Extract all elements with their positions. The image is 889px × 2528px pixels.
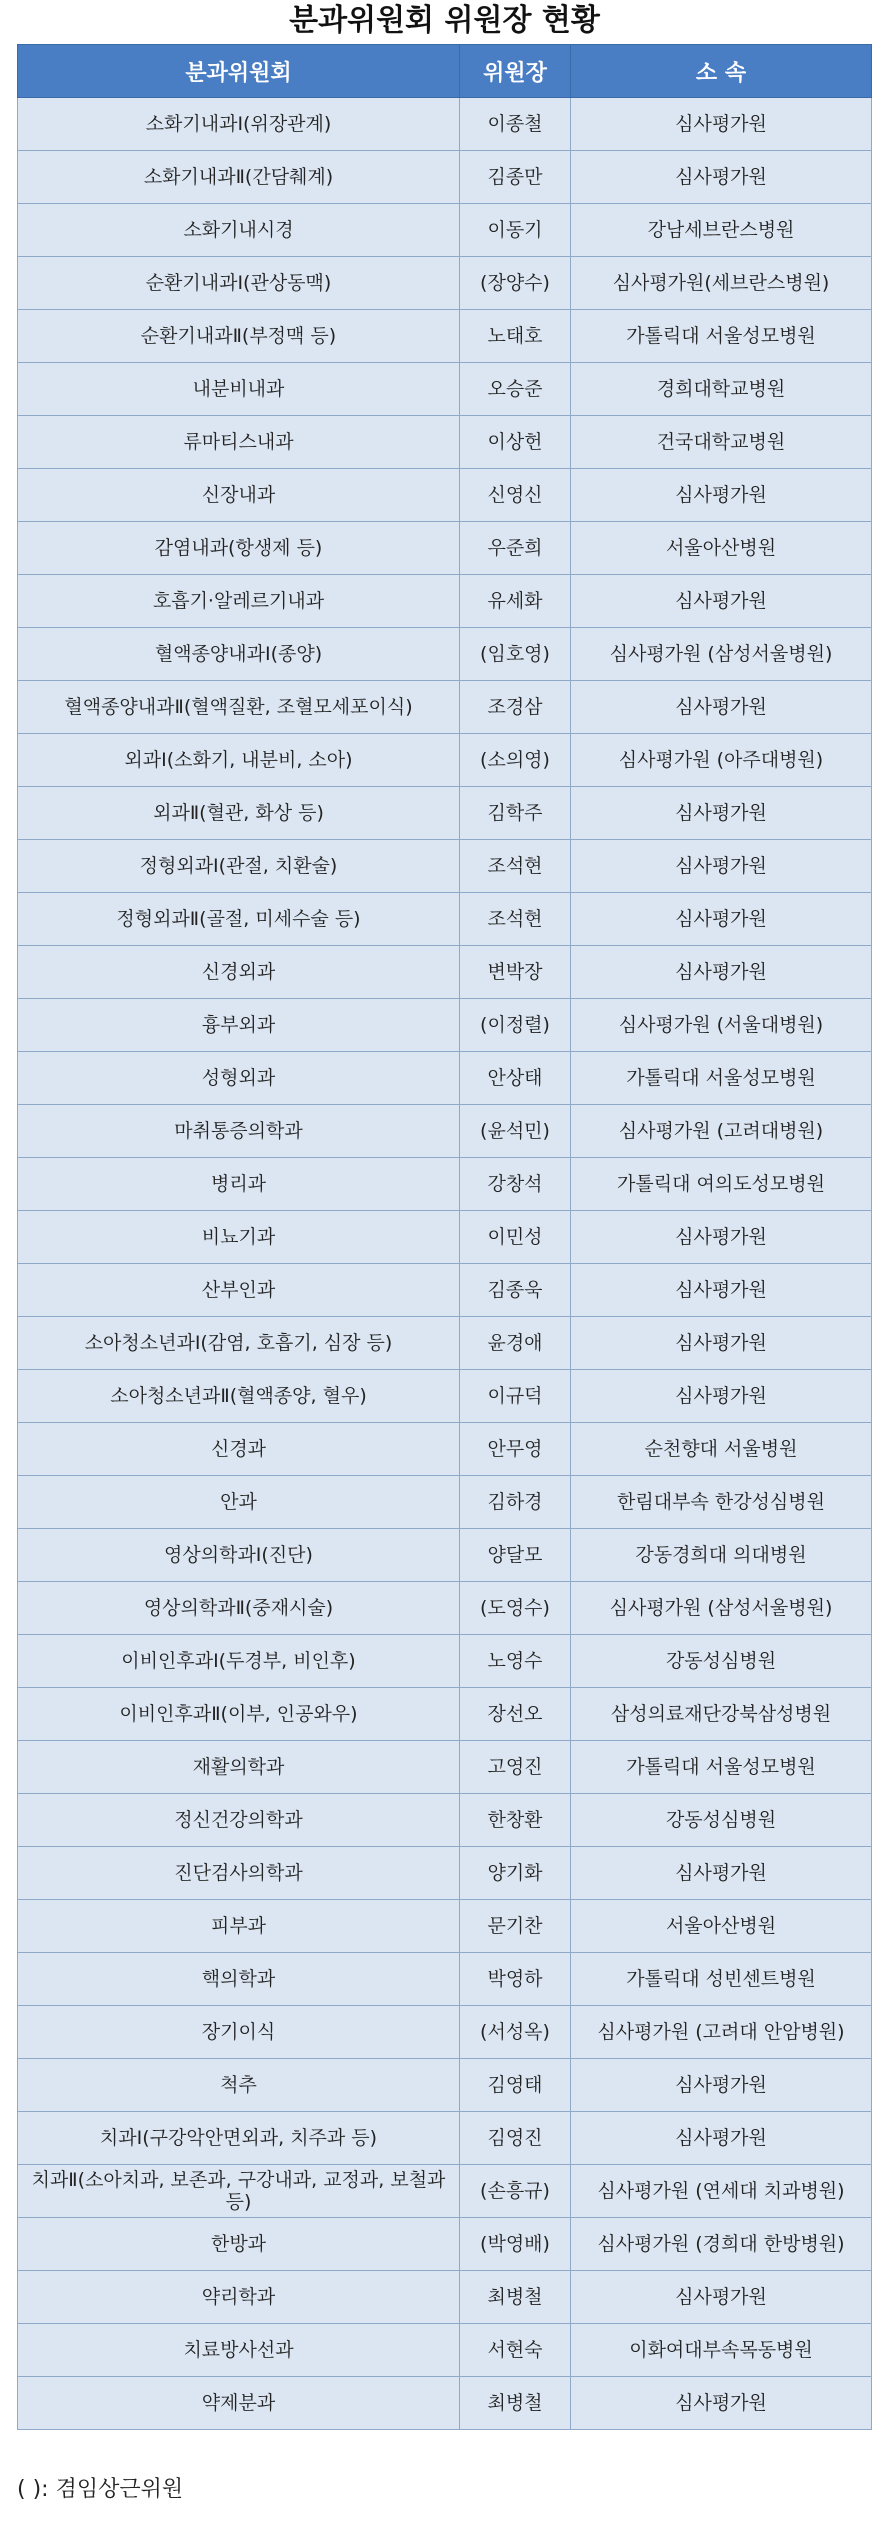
- chair-cell: 김하경: [460, 1476, 571, 1529]
- chair-cell: 조석현: [460, 893, 571, 946]
- affiliation-cell: 순천향대 서울병원: [571, 1423, 872, 1476]
- chair-cell: 이종철: [460, 98, 571, 151]
- committee-cell: 정형외과Ⅱ(골절, 미세수술 등): [18, 893, 460, 946]
- committee-cell: 산부인과: [18, 1264, 460, 1317]
- table-row: [18, 310, 872, 363]
- committee-cell: 호흡기·알레르기내과: [18, 575, 460, 628]
- affiliation-cell: 심사평가원: [571, 946, 872, 999]
- chair-cell: (이정렬): [460, 999, 571, 1052]
- committee-cell: 소화기내시경: [18, 204, 460, 257]
- chair-cell: 양기화: [460, 1847, 571, 1900]
- affiliation-cell: 강남세브란스병원: [571, 204, 872, 257]
- table-row: [18, 257, 872, 310]
- chair-cell: 고영진: [460, 1741, 571, 1794]
- table-row: [18, 787, 872, 840]
- affiliation-cell: 심사평가원: [571, 2271, 872, 2324]
- affiliation-cell: 심사평가원: [571, 1847, 872, 1900]
- committee-cell: 혈액종양내과Ⅱ(혈액질환, 조혈모세포이식): [18, 681, 460, 734]
- table-row: [18, 999, 872, 1052]
- chair-cell: 노태호: [460, 310, 571, 363]
- chair-cell: (소의영): [460, 734, 571, 787]
- committee-cell: 치료방사선과: [18, 2324, 460, 2377]
- affiliation-cell: 서울아산병원: [571, 1900, 872, 1953]
- table-row: [18, 1317, 872, 1370]
- chair-cell: 이규덕: [460, 1370, 571, 1423]
- affiliation-cell: 심사평가원 (아주대병원): [571, 734, 872, 787]
- affiliation-cell: 심사평가원 (경희대 한방병원): [571, 2218, 872, 2271]
- table-row: [18, 2324, 872, 2377]
- table-row: [18, 681, 872, 734]
- table-row: [18, 1105, 872, 1158]
- committee-chairs-table: [17, 44, 872, 2430]
- table-row: [18, 2377, 872, 2430]
- affiliation-cell: 심사평가원: [571, 681, 872, 734]
- committee-cell: 소화기내과Ⅰ(위장관계): [18, 98, 460, 151]
- committee-cell: 신장내과: [18, 469, 460, 522]
- affiliation-cell: 심사평가원: [571, 893, 872, 946]
- affiliation-cell: 가톨릭대 성빈센트병원: [571, 1953, 872, 2006]
- chair-cell: 김영진: [460, 2112, 571, 2165]
- chair-cell: 윤경애: [460, 1317, 571, 1370]
- committee-cell: 피부과: [18, 1900, 460, 1953]
- committee-cell: 소아청소년과Ⅰ(감염, 호흡기, 심장 등): [18, 1317, 460, 1370]
- committee-cell: 영상의학과Ⅰ(진단): [18, 1529, 460, 1582]
- affiliation-cell: 심사평가원: [571, 2059, 872, 2112]
- affiliation-cell: 심사평가원 (고려대병원): [571, 1105, 872, 1158]
- affiliation-cell: 가톨릭대 서울성모병원: [571, 310, 872, 363]
- page-title: 분과위원회 위원장 현황: [289, 3, 600, 38]
- chair-cell: (서성옥): [460, 2006, 571, 2059]
- table-row: [18, 1900, 872, 1953]
- chair-cell: 안상태: [460, 1052, 571, 1105]
- chair-cell: 김종만: [460, 151, 571, 204]
- chair-cell: 양달모: [460, 1529, 571, 1582]
- table-row: [18, 98, 872, 151]
- affiliation-cell: 심사평가원: [571, 1264, 872, 1317]
- affiliation-cell: 심사평가원(세브란스병원): [571, 257, 872, 310]
- committee-cell: 핵의학과: [18, 1953, 460, 2006]
- chair-cell: 이동기: [460, 204, 571, 257]
- committee-cell: 소아청소년과Ⅱ(혈액종양, 혈우): [18, 1370, 460, 1423]
- affiliation-cell: 심사평가원: [571, 1317, 872, 1370]
- chair-cell: 장선오: [460, 1688, 571, 1741]
- table-row: [18, 1635, 872, 1688]
- affiliation-cell: 이화여대부속목동병원: [571, 2324, 872, 2377]
- committee-cell: 외과Ⅰ(소화기, 내분비, 소아): [18, 734, 460, 787]
- committee-cell: 장기이식: [18, 2006, 460, 2059]
- table-row: [18, 1582, 872, 1635]
- affiliation-cell: 심사평가원 (서울대병원): [571, 999, 872, 1052]
- committee-cell: 안과: [18, 1476, 460, 1529]
- chair-cell: 김학주: [460, 787, 571, 840]
- affiliation-cell: 건국대학교병원: [571, 416, 872, 469]
- chair-cell: 신영신: [460, 469, 571, 522]
- committee-cell: 내분비내과: [18, 363, 460, 416]
- table-row: [18, 469, 872, 522]
- table-row: [18, 2006, 872, 2059]
- table-row: [18, 2059, 872, 2112]
- committee-cell: 성형외과: [18, 1052, 460, 1105]
- affiliation-cell: 가톨릭대 여의도성모병원: [571, 1158, 872, 1211]
- committee-cell: 순환기내과Ⅱ(부정맥 등): [18, 310, 460, 363]
- table-row: [18, 1158, 872, 1211]
- affiliation-cell: 심사평가원 (삼성서울병원): [571, 628, 872, 681]
- chair-cell: 조경삼: [460, 681, 571, 734]
- affiliation-cell: 심사평가원: [571, 1211, 872, 1264]
- table-row: [18, 522, 872, 575]
- table-row: [18, 946, 872, 999]
- table-row: [18, 2112, 872, 2165]
- committee-cell: 마취통증의학과: [18, 1105, 460, 1158]
- committee-cell: 류마티스내과: [18, 416, 460, 469]
- chair-cell: (임호영): [460, 628, 571, 681]
- table-row: [18, 2271, 872, 2324]
- committee-cell: 비뇨기과: [18, 1211, 460, 1264]
- affiliation-cell: 심사평가원 (연세대 치과병원): [571, 2165, 872, 2218]
- table-row: [18, 1264, 872, 1317]
- table-row: [18, 840, 872, 893]
- table-row: [18, 734, 872, 787]
- chair-cell: (장양수): [460, 257, 571, 310]
- committee-cell: 신경외과: [18, 946, 460, 999]
- chair-cell: 서현숙: [460, 2324, 571, 2377]
- chair-cell: 김종욱: [460, 1264, 571, 1317]
- footnote: ( ): 겸임상근위원: [17, 2477, 184, 2502]
- chair-cell: 유세화: [460, 575, 571, 628]
- affiliation-cell: 가톨릭대 서울성모병원: [571, 1741, 872, 1794]
- table-header-row: [18, 45, 872, 98]
- affiliation-cell: 심사평가원 (삼성서울병원): [571, 1582, 872, 1635]
- chair-cell: 변박장: [460, 946, 571, 999]
- header-affiliation: 소 속: [571, 45, 872, 98]
- committee-cell: 흉부외과: [18, 999, 460, 1052]
- committee-cell: 정형외과Ⅰ(관절, 치환술): [18, 840, 460, 893]
- header-committee: 분과위원회: [18, 45, 460, 98]
- committee-cell: 영상의학과Ⅱ(중재시술): [18, 1582, 460, 1635]
- chair-cell: (손흥규): [460, 2165, 571, 2218]
- chair-cell: 문기찬: [460, 1900, 571, 1953]
- chair-cell: 우준희: [460, 522, 571, 575]
- chair-cell: 이상헌: [460, 416, 571, 469]
- table-row: [18, 416, 872, 469]
- affiliation-cell: 심사평가원: [571, 2112, 872, 2165]
- table-row: [18, 1529, 872, 1582]
- committee-cell: 순환기내과Ⅰ(관상동맥): [18, 257, 460, 310]
- table-row: [18, 628, 872, 681]
- chair-cell: 조석현: [460, 840, 571, 893]
- table-row: [18, 1794, 872, 1847]
- table-row: [18, 575, 872, 628]
- table-row: [18, 1953, 872, 2006]
- table-row: [18, 363, 872, 416]
- affiliation-cell: 삼성의료재단강북삼성병원: [571, 1688, 872, 1741]
- chair-cell: (윤석민): [460, 1105, 571, 1158]
- committee-cell: 신경과: [18, 1423, 460, 1476]
- table-row: [18, 1052, 872, 1105]
- affiliation-cell: 심사평가원: [571, 840, 872, 893]
- affiliation-cell: 심사평가원: [571, 1370, 872, 1423]
- committee-cell: 재활의학과: [18, 1741, 460, 1794]
- chair-cell: 노영수: [460, 1635, 571, 1688]
- committee-cell: 소화기내과Ⅱ(간담췌계): [18, 151, 460, 204]
- table-row: [18, 151, 872, 204]
- table-row: [18, 1211, 872, 1264]
- chair-cell: 김영태: [460, 2059, 571, 2112]
- table-row: [18, 893, 872, 946]
- affiliation-cell: 심사평가원: [571, 575, 872, 628]
- header-chair: 위원장: [460, 45, 571, 98]
- committee-cell: 외과Ⅱ(혈관, 화상 등): [18, 787, 460, 840]
- table-body: [18, 98, 872, 2430]
- committee-cell: 한방과: [18, 2218, 460, 2271]
- affiliation-cell: 강동성심병원: [571, 1794, 872, 1847]
- table-row: [18, 1476, 872, 1529]
- table-row: [18, 1741, 872, 1794]
- committee-cell: 약제분과: [18, 2377, 460, 2430]
- chair-cell: 박영하: [460, 1953, 571, 2006]
- committee-cell: 이비인후과Ⅰ(두경부, 비인후): [18, 1635, 460, 1688]
- chair-cell: 안무영: [460, 1423, 571, 1476]
- chair-cell: (박영배): [460, 2218, 571, 2271]
- committee-cell: 정신건강의학과: [18, 1794, 460, 1847]
- chair-cell: 강창석: [460, 1158, 571, 1211]
- table-row: [18, 1423, 872, 1476]
- chair-cell: 오승준: [460, 363, 571, 416]
- committee-cell: 척추: [18, 2059, 460, 2112]
- table-row: [18, 204, 872, 257]
- table-row: [18, 1370, 872, 1423]
- chair-cell: 한창환: [460, 1794, 571, 1847]
- affiliation-cell: 심사평가원: [571, 469, 872, 522]
- table-row: [18, 1847, 872, 1900]
- affiliation-cell: 심사평가원: [571, 98, 872, 151]
- affiliation-cell: 서울아산병원: [571, 522, 872, 575]
- affiliation-cell: 심사평가원: [571, 787, 872, 840]
- chair-cell: 최병철: [460, 2377, 571, 2430]
- affiliation-cell: 심사평가원: [571, 151, 872, 204]
- chair-cell: 최병철: [460, 2271, 571, 2324]
- chair-cell: (도영수): [460, 1582, 571, 1635]
- affiliation-cell: 한림대부속 한강성심병원: [571, 1476, 872, 1529]
- committee-cell: 진단검사의학과: [18, 1847, 460, 1900]
- affiliation-cell: 심사평가원: [571, 2377, 872, 2430]
- committee-cell: 치과Ⅰ(구강악안면외과, 치주과 등): [18, 2112, 460, 2165]
- committee-cell: 약리학과: [18, 2271, 460, 2324]
- committee-cell: 혈액종양내과Ⅰ(종양): [18, 628, 460, 681]
- affiliation-cell: 강동성심병원: [571, 1635, 872, 1688]
- committee-cell: 치과Ⅱ(소아치과, 보존과, 구강내과, 교정과, 보철과 등): [18, 2165, 460, 2218]
- affiliation-cell: 경희대학교병원: [571, 363, 872, 416]
- table-row: [18, 2165, 872, 2218]
- affiliation-cell: 심사평가원 (고려대 안암병원): [571, 2006, 872, 2059]
- chair-cell: 이민성: [460, 1211, 571, 1264]
- table-row: [18, 2218, 872, 2271]
- affiliation-cell: 가톨릭대 서울성모병원: [571, 1052, 872, 1105]
- committee-cell: 감염내과(항생제 등): [18, 522, 460, 575]
- affiliation-cell: 강동경희대 의대병원: [571, 1529, 872, 1582]
- table-row: [18, 1688, 872, 1741]
- committee-cell: 이비인후과Ⅱ(이부, 인공와우): [18, 1688, 460, 1741]
- committee-cell: 병리과: [18, 1158, 460, 1211]
